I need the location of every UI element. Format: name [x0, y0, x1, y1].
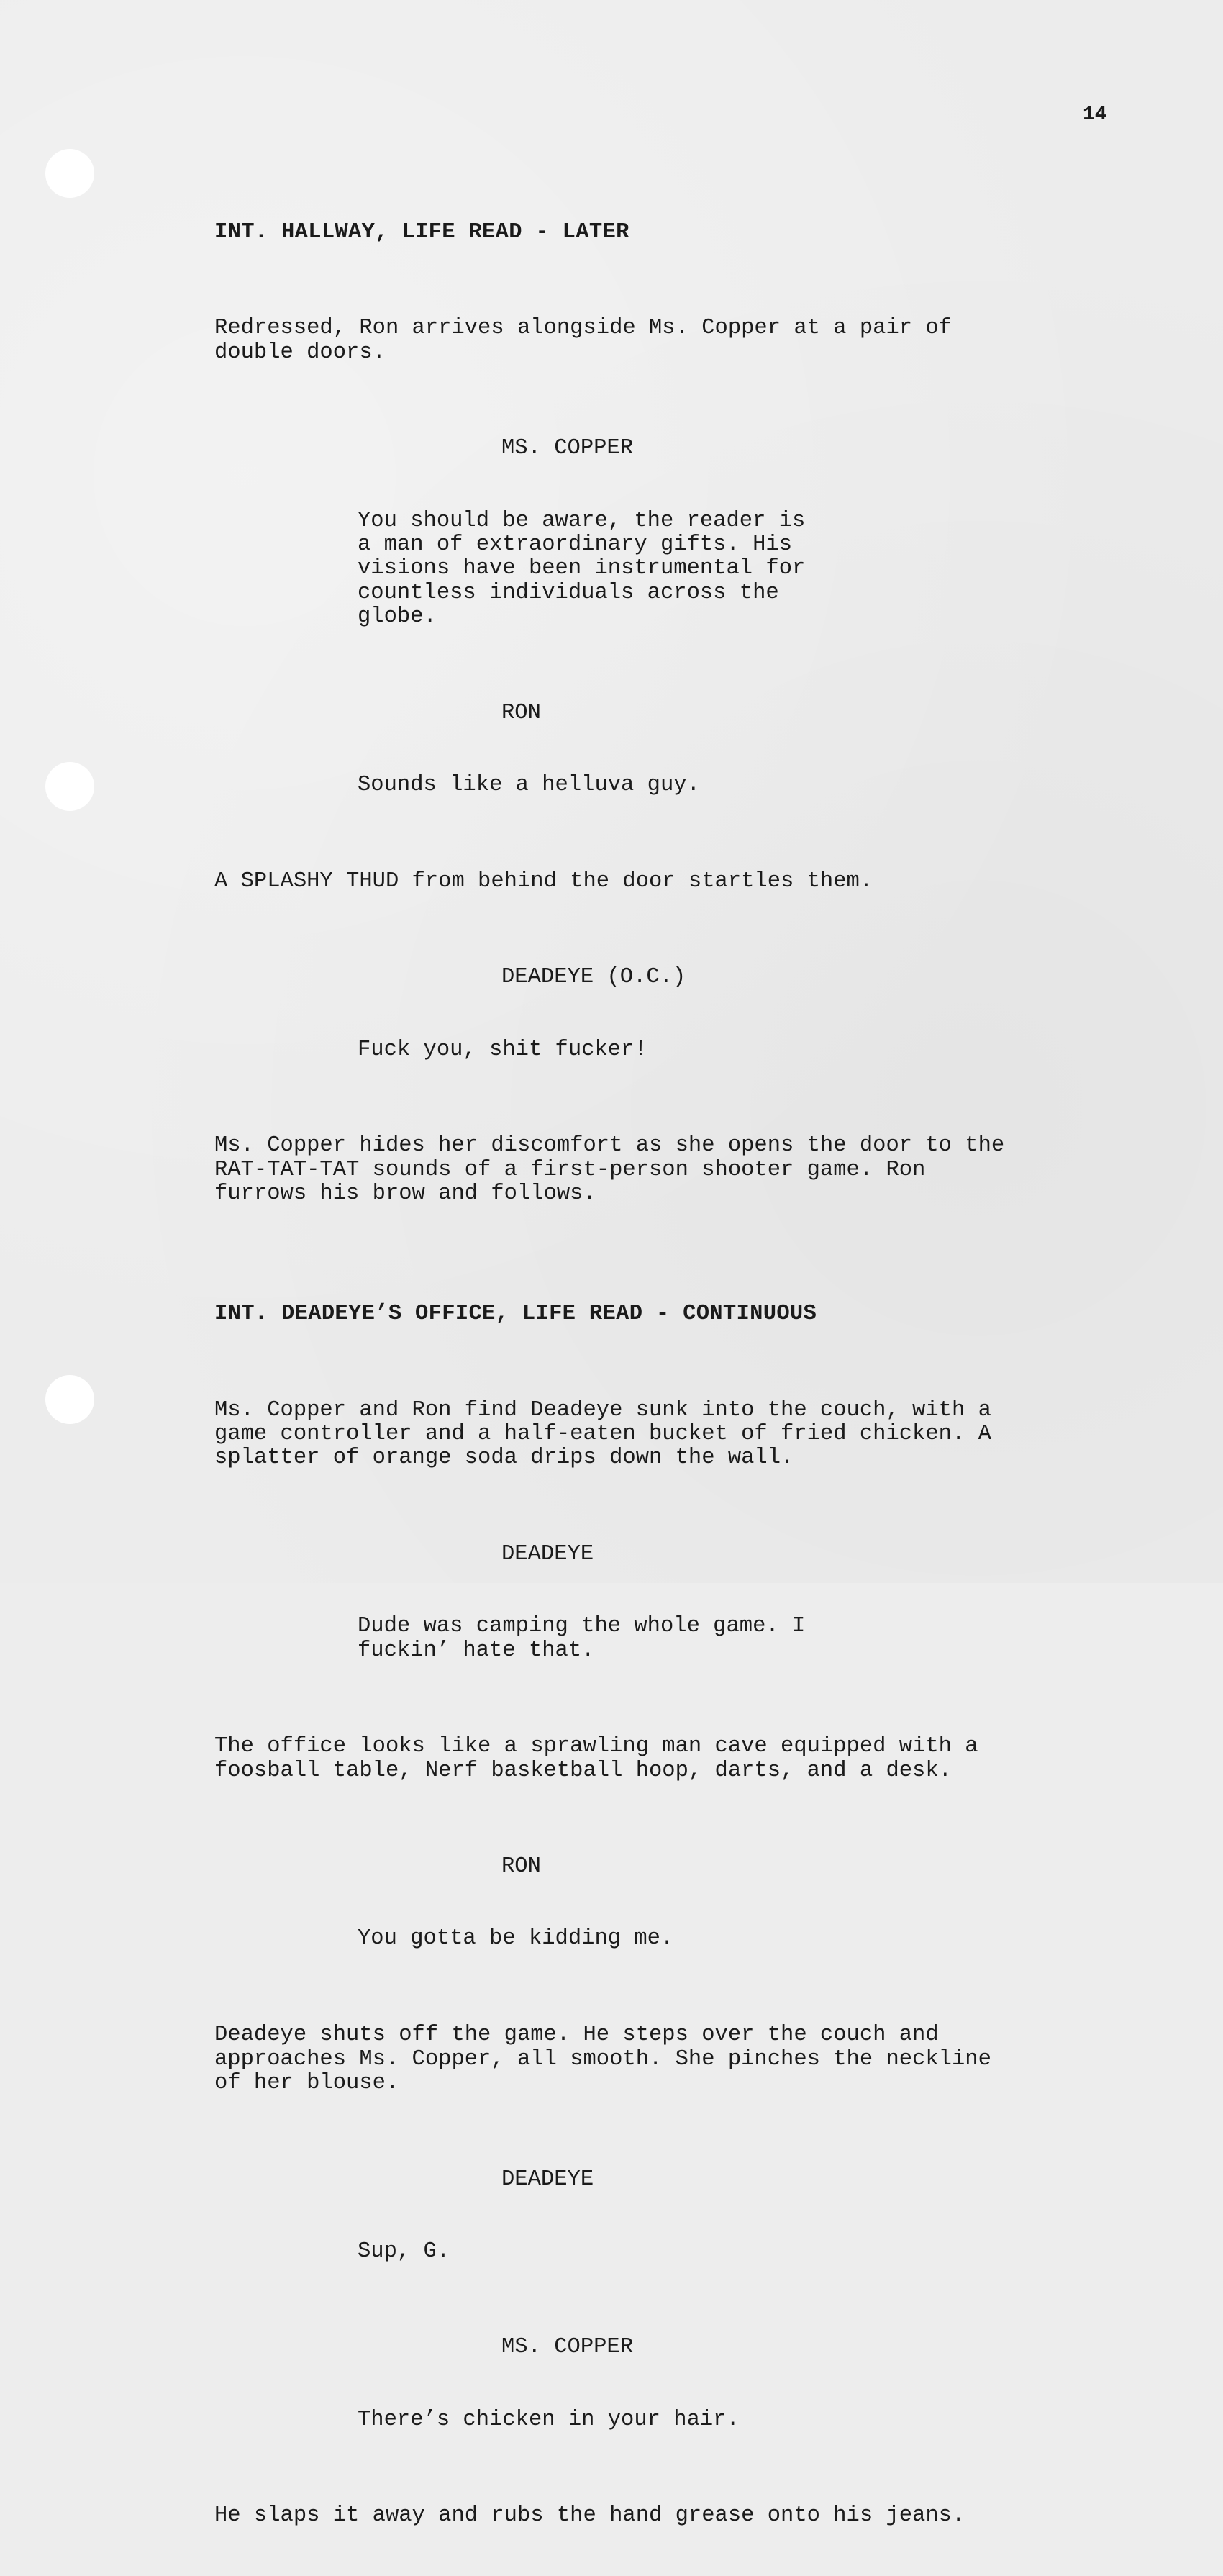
action-line: A SPLASHY THUD from behind the door startles them.	[214, 869, 873, 894]
character-name: MS. COPPER	[501, 436, 634, 461]
action-line: Ms. Copper and Ron find Deadeye sunk into the couch, with a game controller and a half-eaten bucket of fried chicken. A splatter of orange soda drips down the wall.	[214, 1397, 991, 1471]
action-line: Ms. Copper hides her discomfort as she opens the door to the RAT-TAT-TAT sounds of a first-person shooter game. Ron furrows his brow and follows.	[214, 1133, 1005, 1206]
binder-hole-middle	[45, 762, 94, 811]
dialogue: There’s chicken in your hair.	[358, 2407, 740, 2432]
binder-hole-bottom	[45, 1375, 94, 1424]
page-number: 14	[1083, 104, 1107, 126]
screenplay-body	[214, 173, 1078, 2576]
character-name: DEADEYE	[501, 2167, 594, 2192]
dialogue: Dude was camping the whole game. I fuckin’ hate that.	[358, 1614, 806, 1663]
action-line: He slaps it away and rubs the hand grease onto his jeans.	[214, 2503, 965, 2529]
dialogue: You gotta be kidding me.	[358, 1926, 674, 1951]
scene-heading: INT. DEADEYE’S OFFICE, LIFE READ - CONTINUOUS	[214, 1301, 817, 1326]
action-line: Deadeye shuts off the game. He steps over the couch and approaches Ms. Copper, all smooth. She pinches the neckline of her blouse.	[214, 2023, 991, 2095]
dialogue: Sounds like a helluva guy.	[358, 773, 700, 798]
dialogue: Fuck you, shit fucker!	[358, 1037, 647, 1062]
scene-heading: INT. HALLWAY, LIFE READ - LATER	[214, 219, 629, 245]
action-line: Redressed, Ron arrives alongside Ms. Copper at a pair of double doors.	[214, 316, 952, 365]
character-name: DEADEYE	[501, 1542, 594, 1567]
character-name: RON	[501, 700, 541, 725]
character-name: RON	[501, 1854, 541, 1879]
character-name: DEADEYE (O.C.)	[501, 965, 686, 990]
dialogue: You should be aware, the reader is a man of extraordinary gifts. His visions have been instrumental for countless individuals across the globe.	[358, 508, 806, 630]
dialogue: Sup, G.	[358, 2239, 450, 2264]
action-line: The office looks like a sprawling man cave equipped with a foosball table, Nerf basketball hoop, darts, and a desk.	[214, 1734, 978, 1783]
binder-hole-top	[45, 149, 94, 198]
character-name: MS. COPPER	[501, 2335, 634, 2360]
